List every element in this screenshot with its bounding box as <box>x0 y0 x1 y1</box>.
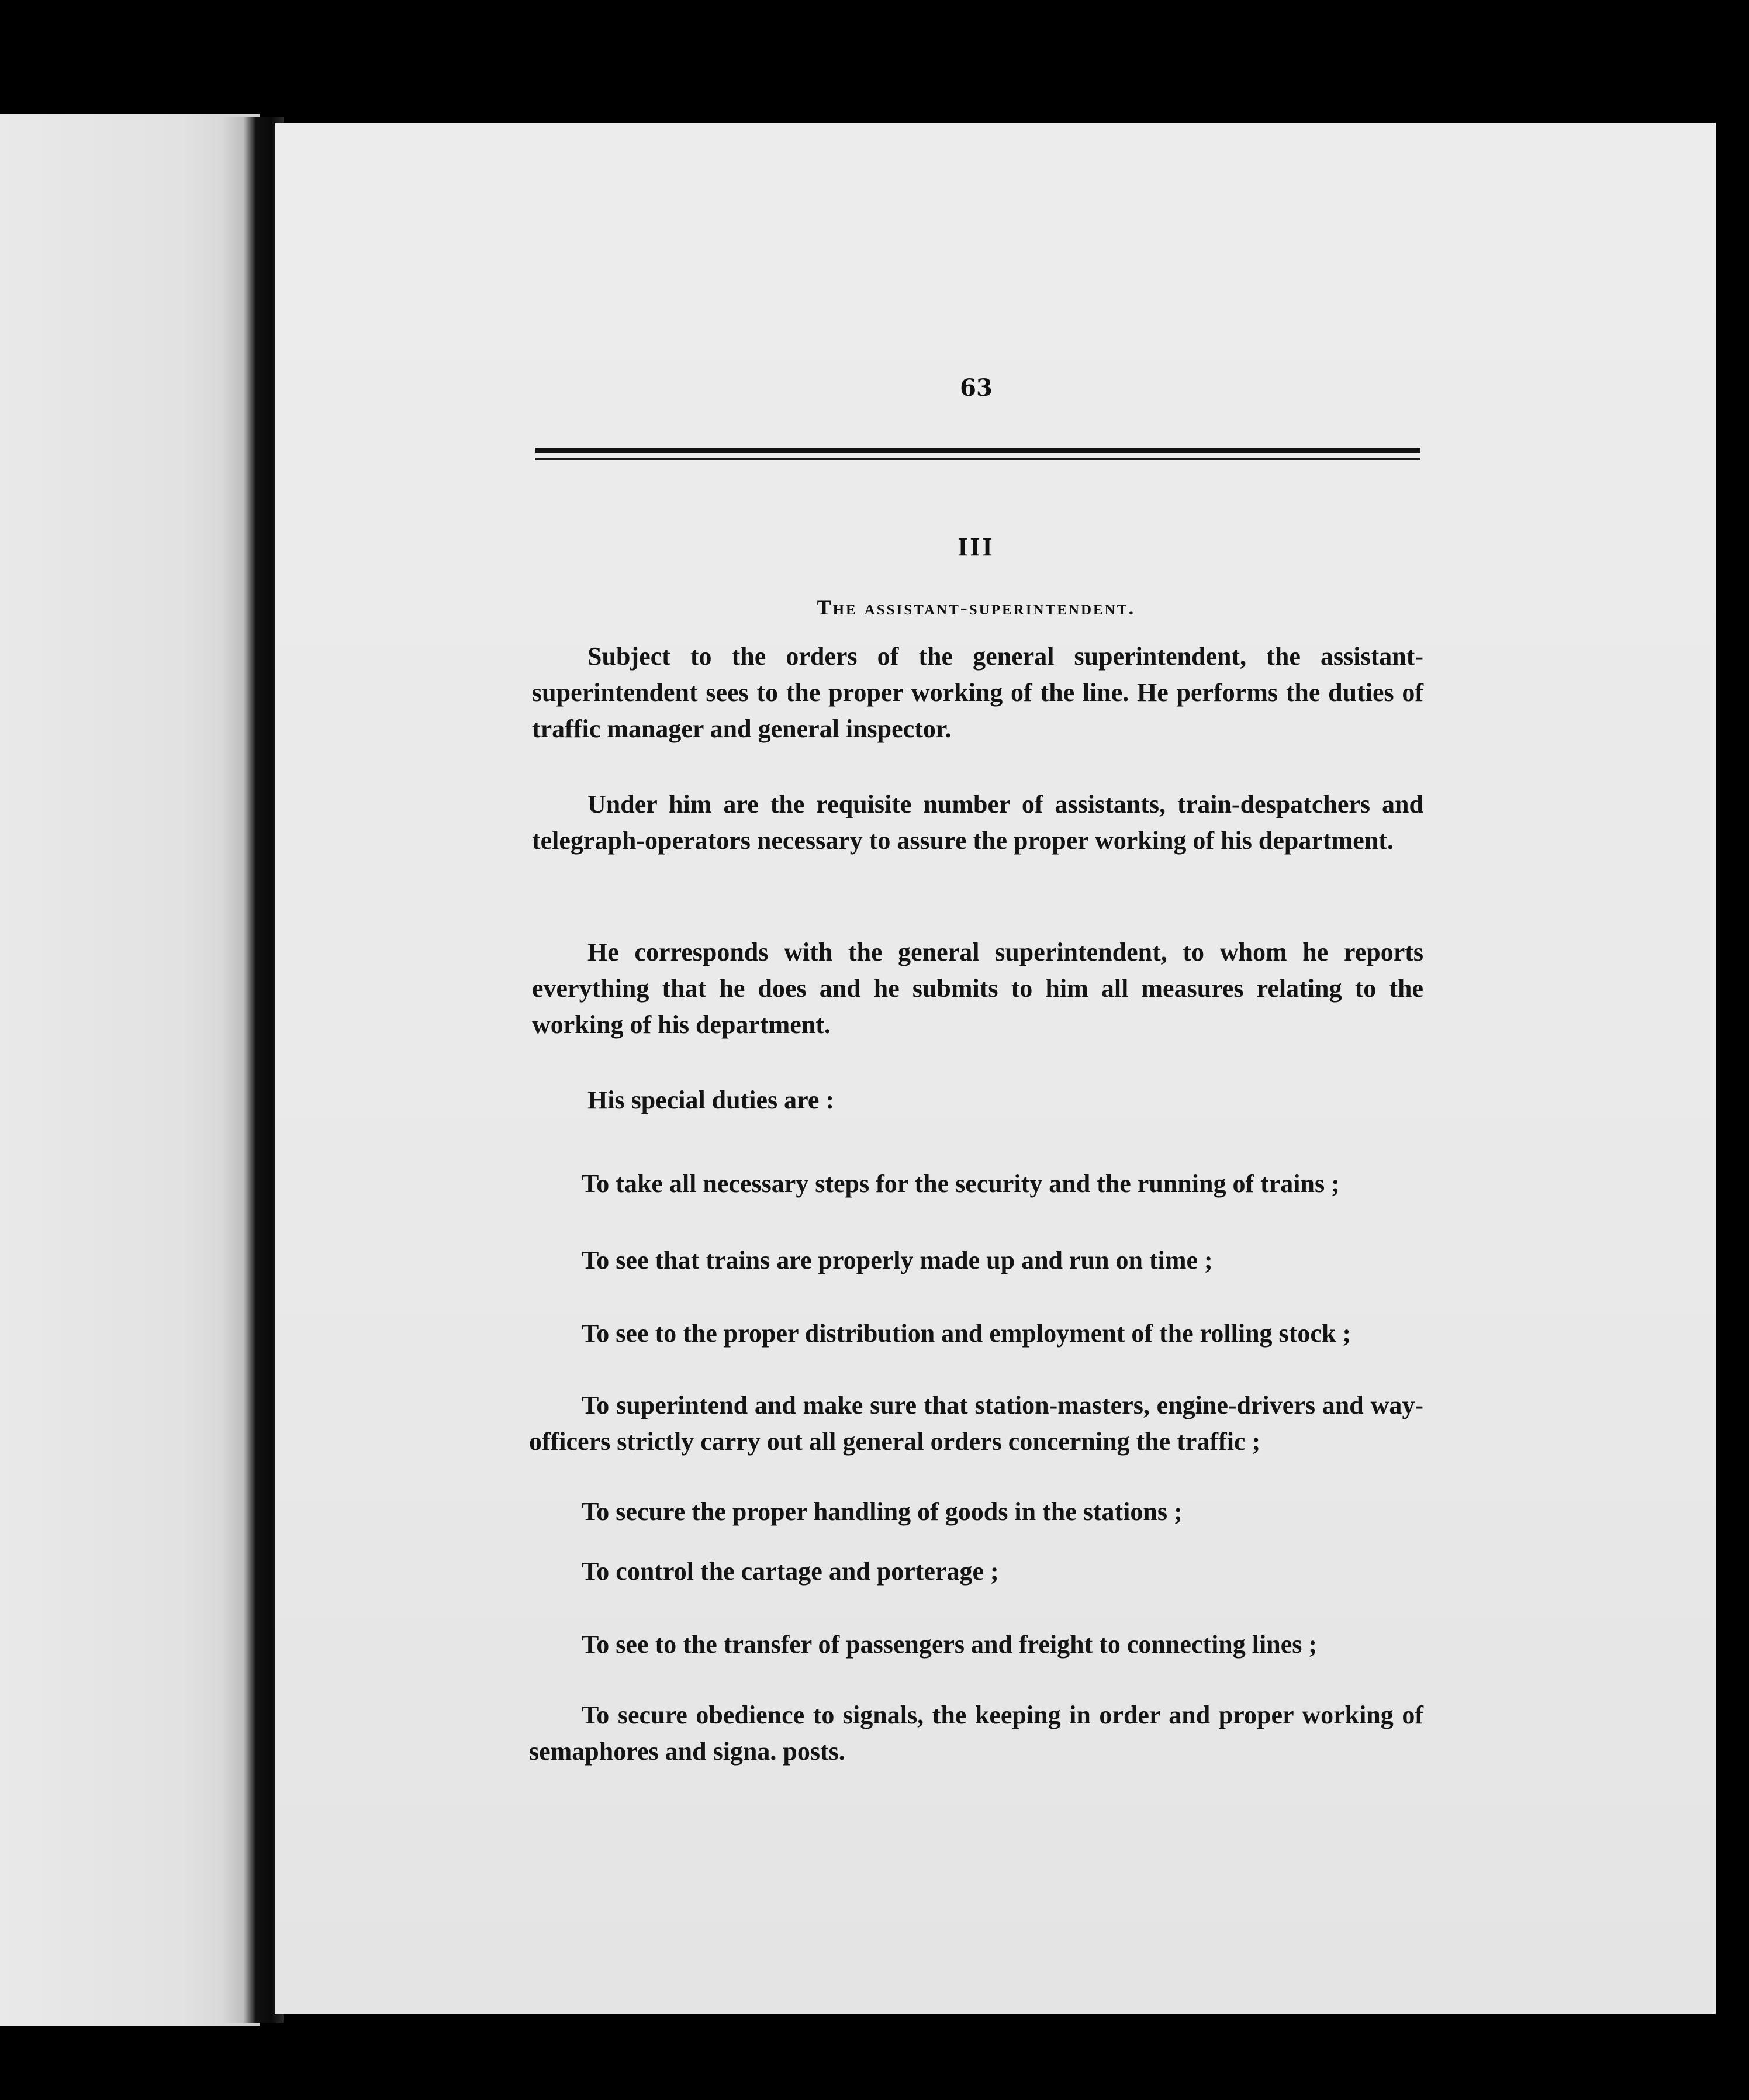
header-rule-thick <box>535 448 1420 453</box>
paragraph-staff: Under him are the requisite number of assistants, train-despatchers and telegraph-operators necessary to assure the proper working of his department. <box>532 790 1423 855</box>
duty-item-cartage: To control the cartage and porterage ; <box>582 1557 999 1586</box>
duty-item-orders: To superintend and make sure that station-masters, engine-drivers and way-officers strictly carry out all general orders concerning the traffic ; <box>529 1391 1423 1456</box>
header-rule-thin <box>535 458 1420 460</box>
duty-item-transfer: To see to the transfer of passengers and freight to connecting lines ; <box>582 1630 1317 1659</box>
duty-item-signals: To secure obedience to signals, the keeping in order and proper working of semaphores and signa. posts. <box>529 1701 1423 1766</box>
duty-item-goods: To secure the proper handling of goods in the stations ; <box>582 1497 1183 1526</box>
paragraph-duties-heading: His special duties are : <box>587 1086 835 1114</box>
chapter-number: III <box>958 533 995 561</box>
left-page-edge <box>0 114 260 2026</box>
paragraph-correspondence: He corresponds with the general superintendent, to whom he reports everything that he does and he submits to him all measures relating to the working of his department. <box>532 938 1423 1039</box>
duty-item-rolling-stock: To see to the proper distribution and employment of the rolling stock ; <box>582 1319 1351 1348</box>
duty-item-timing: To see that trains are properly made up and run on time ; <box>582 1246 1213 1274</box>
paragraph-intro: Subject to the orders of the general superintendent, the assistant-superintendent sees to the proper working of the line. He performs the duties of traffic manager and general inspector. <box>532 642 1423 743</box>
page-number: 63 <box>960 374 993 402</box>
chapter-title: The assistant-superintendent. <box>817 596 1136 619</box>
duty-item-security: To take all necessary steps for the security and the running of trains ; <box>582 1169 1340 1198</box>
